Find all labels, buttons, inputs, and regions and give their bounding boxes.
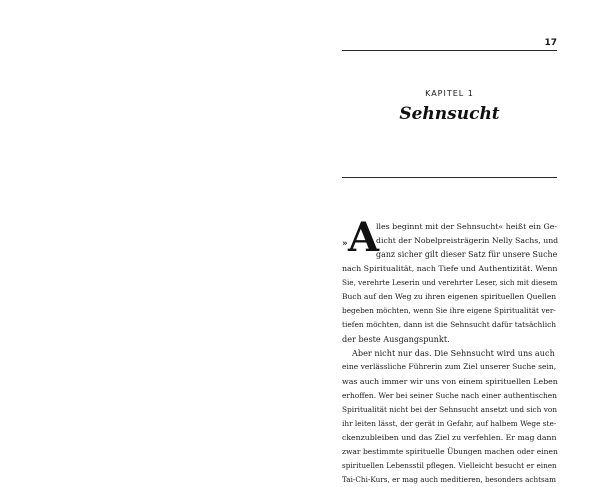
text-line: nach Spiritualität, nach Tiefe und Authentizität. Wenn	[342, 264, 558, 274]
text-line: ganz sicher gilt dieser Satz für unsere Suche	[376, 250, 558, 260]
text-line: ckenzubleiben und das Ziel zu verfehlen. Er mag dann	[342, 432, 557, 442]
text-line: erhoffen. Wer bei seiner Suche nach einer authentischen	[342, 390, 557, 400]
chapter-title: Sehnsucht	[399, 104, 500, 124]
text-line: zwar bestimmte spirituelle Übungen machen oder einen	[342, 446, 558, 456]
text-line: eine verlässliche Führerin zum Ziel unserer Suche sein,	[342, 362, 557, 372]
text-line: Spiritualität nicht bei der Sehnsucht ansetzt und sich von	[342, 404, 558, 414]
body-text	[342, 214, 559, 487]
text-line: begeben möchten, wenn Sie ihre eigene Spiritualität ver-	[342, 306, 556, 316]
text-line: lles beginnt mit der Sehnsucht« heißt ein Ge-	[376, 222, 558, 231]
page-number: 17	[544, 38, 557, 48]
text-line: dicht der Nobelpreisträgerin Nelly Sachs, und	[376, 236, 559, 246]
drop-cap: A	[348, 214, 380, 261]
text-line: der beste Ausgangspunkt.	[342, 334, 450, 345]
drop-cap-area	[342, 214, 380, 261]
text-line: Buch auf den Weg zu ihren eigenen spirituellen Quellen	[342, 292, 557, 302]
text-line: was auch immer wir uns von einem spirituellen Leben	[342, 376, 558, 386]
chapter-rule	[342, 177, 557, 178]
text-line: Sie, verehrte Leserin und verehrter Leser, sich mit diesem	[342, 278, 558, 288]
text-line: spirituellen Lebensstil pflegen. Vielleicht besucht er einen	[342, 460, 557, 470]
header-rule	[342, 50, 557, 51]
text-line: tiefen möchten, dann ist die Sehnsucht dafür tatsächlich	[342, 320, 557, 330]
text-line: ihr leiten lässt, der gerät in Gefahr, auf halbem Wege ste-	[342, 418, 557, 428]
chapter-label: KAPITEL 1	[425, 89, 474, 98]
text-line: Tai-Chi-Kurs, er mag auch meditieren, besonders achtsam	[342, 474, 556, 484]
opening-quote: »	[342, 239, 348, 249]
text-line: Aber nicht nur das. Die Sehnsucht wird uns auch	[352, 348, 555, 359]
